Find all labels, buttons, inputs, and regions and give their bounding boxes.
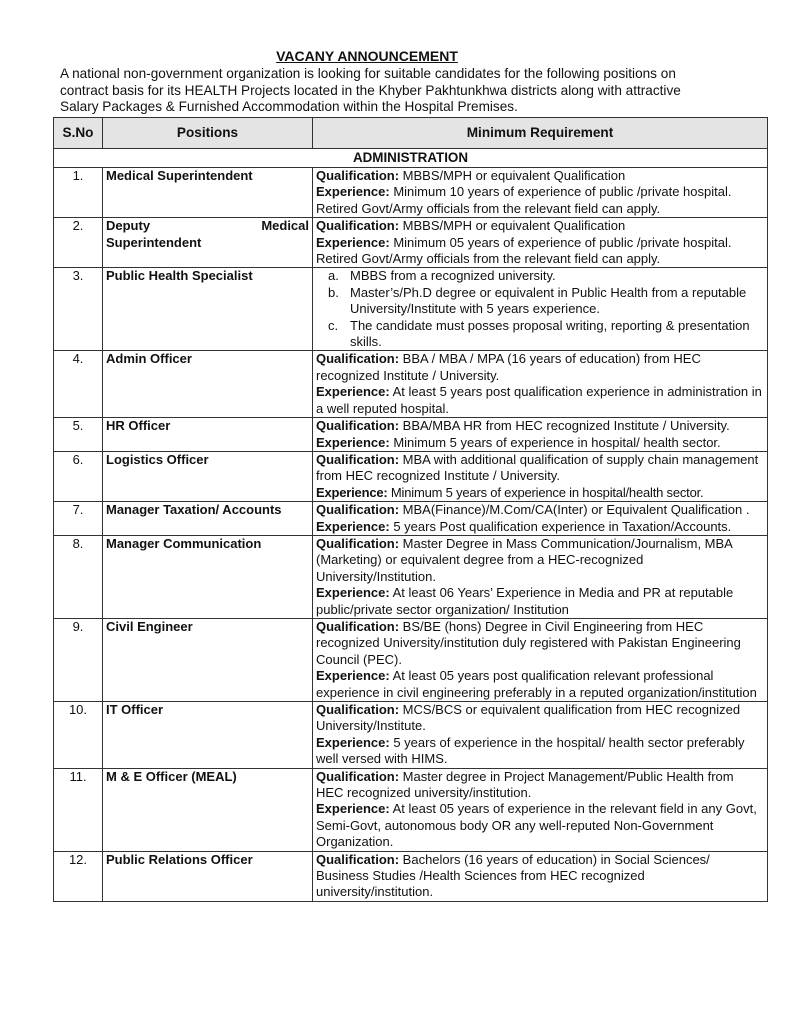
qualification-label: Qualification: <box>316 218 400 234</box>
row-sno: 4. <box>54 351 103 418</box>
qualification-text: Master Degree in Mass Communication/Journalism, MBA (Marketing) or equivalent degree from a HEC-recognized University/Institution. <box>316 535 733 584</box>
row-requirement <box>313 618 768 701</box>
list-marker: a. <box>328 268 339 284</box>
experience-text: At least 5 years post qualification experience in administration in a well reputed hospital. <box>316 384 762 416</box>
experience-line <box>316 735 764 768</box>
position-word: Deputy <box>106 218 151 234</box>
intro-paragraph <box>60 66 740 116</box>
qualification-label: Qualification: <box>316 502 400 518</box>
row-position: Manager Communication <box>103 535 313 618</box>
experience-label: Experience: <box>316 518 390 534</box>
experience-label: Experience: <box>316 585 390 601</box>
header-positions: Positions <box>103 118 313 149</box>
qualification-text: MBBS/MPH or equivalent Qualification <box>399 168 626 183</box>
table-row <box>54 218 768 268</box>
row-position: M & E Officer (MEAL) <box>103 768 313 851</box>
qualification-line <box>316 168 764 184</box>
qualification-line <box>316 852 764 901</box>
experience-text: 5 years of experience in the hospital/ health sector preferably well versed with HIMS. <box>316 734 745 767</box>
qualification-label: Qualification: <box>316 451 400 467</box>
experience-line <box>316 435 764 451</box>
list-item <box>316 268 764 284</box>
vacancy-table <box>53 117 768 902</box>
row-sno: 2. <box>54 218 103 268</box>
table-row <box>54 535 768 618</box>
row-sno: 9. <box>54 618 103 701</box>
table-row <box>54 618 768 701</box>
row-position: Manager Taxation/ Accounts <box>103 502 313 536</box>
row-requirement <box>313 418 768 452</box>
qualification-text: MBA(Finance)/M.Com/CA(Inter) or Equivalent Qualification . <box>399 502 750 518</box>
qualification-text: BBA / MBA / MPA (16 years of education) from HEC recognized Institute / University. <box>316 351 701 383</box>
section-title: ADMINISTRATION <box>54 149 768 168</box>
experience-line <box>316 585 764 618</box>
row-sno: 1. <box>54 168 103 218</box>
qualification-line <box>316 769 764 802</box>
qualification-text: BBA/MBA HR from HEC recognized Institute / University. <box>399 418 730 434</box>
position-line <box>106 218 309 234</box>
list-text: The candidate must posses proposal writing, reporting & presentation skills. <box>350 317 750 350</box>
qualification-label: Qualification: <box>316 168 400 183</box>
experience-text: At least 06 Years’ Experience in Media and PR at reputable public/private sector organization/ Institution <box>316 585 734 617</box>
row-sno: 6. <box>54 451 103 501</box>
row-position: HR Officer <box>103 418 313 452</box>
row-requirement <box>313 702 768 769</box>
row-position: Medical Superintendent <box>103 168 313 218</box>
qualification-text: MBA with additional qualification of supply chain management from HEC recognized Institute / University. <box>316 451 759 484</box>
row-position: Logistics Officer <box>103 451 313 501</box>
qualification-text: Bachelors (16 years of education) in Social Sciences/ Business Studies /Health Sciences from HEC recognized university/institution. <box>316 851 710 900</box>
qualification-line <box>316 536 764 585</box>
section-row <box>54 149 768 168</box>
qualification-label: Qualification: <box>316 535 400 551</box>
table-row <box>54 451 768 501</box>
qualification-label: Qualification: <box>316 768 400 784</box>
row-sno: 11. <box>54 768 103 851</box>
experience-label: Experience: <box>316 734 390 750</box>
table-row <box>54 168 768 218</box>
row-position: Civil Engineer <box>103 618 313 701</box>
row-requirement <box>313 768 768 851</box>
experience-line <box>316 801 764 850</box>
qualification-line <box>316 418 764 434</box>
qualification-line <box>316 218 764 234</box>
table-row <box>54 418 768 452</box>
row-position: Public Health Specialist <box>103 268 313 351</box>
qualification-label: Qualification: <box>316 851 400 867</box>
row-requirement <box>313 268 768 351</box>
experience-line <box>316 184 764 200</box>
intro-line: A national non-government organization is looking for suitable candidates for the following positions on <box>60 66 676 81</box>
qualification-line <box>316 351 764 384</box>
row-sno: 7. <box>54 502 103 536</box>
header-requirement: Minimum Requirement <box>313 118 768 149</box>
experience-label: Experience: <box>316 434 390 450</box>
row-requirement <box>313 168 768 218</box>
table-row <box>54 351 768 418</box>
qualification-text: Master degree in Project Management/Public Health from HEC recognized university/institution. <box>316 768 734 801</box>
row-position: Public Relations Officer <box>103 851 313 901</box>
experience-label: Experience: <box>316 668 390 684</box>
qualification-line <box>316 502 764 518</box>
experience-label: Experience: <box>316 801 390 817</box>
row-position <box>103 218 313 268</box>
row-sno: 10. <box>54 702 103 769</box>
experience-label: Experience: <box>316 234 390 250</box>
experience-label: Experience: <box>316 184 390 200</box>
row-sno: 12. <box>54 851 103 901</box>
qualification-label: Qualification: <box>316 351 400 367</box>
position-word: Medical <box>261 218 309 234</box>
list-marker: c. <box>328 317 339 333</box>
experience-line <box>316 519 764 535</box>
list-text: MBBS from a recognized university. <box>350 268 556 284</box>
position-line: Superintendent <box>106 234 202 250</box>
row-position: IT Officer <box>103 702 313 769</box>
row-requirement <box>313 351 768 418</box>
qualification-label: Qualification: <box>316 702 400 717</box>
table-row <box>54 702 768 769</box>
experience-line <box>316 668 764 701</box>
list-text: Master’s/Ph.D degree or equivalent in Public Health from a reputable University/Institute with 5 years experience. <box>350 284 747 317</box>
experience-text: At least 05 years of experience in the relevant field in any Govt, Semi-Govt, autonomous body OR any well-reputed Non-Government Organization. <box>316 801 757 850</box>
row-requirement <box>313 451 768 501</box>
experience-label: Experience: <box>316 384 390 400</box>
note-text: Retired Govt/Army officials from the relevant field can apply. <box>316 200 661 216</box>
experience-text: Minimum 5 years of experience in hospital/ health sector. <box>389 434 721 450</box>
row-sno: 8. <box>54 535 103 618</box>
qualification-text: BS/BE (hons) Degree in Civil Engineering from HEC recognized University/institution duly registered with Pakistan Engineering Council (PEC). <box>316 618 741 667</box>
table-row <box>54 502 768 536</box>
experience-line <box>316 235 764 251</box>
qualification-line <box>316 702 764 735</box>
experience-line <box>316 384 764 417</box>
experience-line <box>316 485 764 501</box>
experience-label: Experience: <box>316 484 388 500</box>
list-marker: b. <box>328 284 339 300</box>
intro-line: Salary Packages & Furnished Accommodation within the Hospital Premises. <box>60 99 518 114</box>
list-item <box>316 318 764 351</box>
qualification-label: Qualification: <box>316 618 400 634</box>
experience-text: At least 05 years post qualification relevant professional experience in civil engineering preferably in a reputed organization/institution <box>316 668 757 700</box>
header-sno: S.No <box>54 118 103 149</box>
row-requirement <box>313 851 768 901</box>
experience-text: Minimum 10 years of experience of public /private hospital. <box>389 184 732 200</box>
table-row <box>54 268 768 351</box>
list-item <box>316 285 764 318</box>
qualification-text: MBBS/MPH or equivalent Qualification <box>399 218 626 234</box>
requirement-list <box>316 268 764 350</box>
qualification-text: MCS/BCS or equivalent qualification from HEC recognized University/Institute. <box>316 702 741 734</box>
table-header-row <box>54 118 768 149</box>
qualification-line <box>316 452 764 485</box>
table-row <box>54 851 768 901</box>
experience-text: Minimum 05 years of experience of public /private hospital. <box>389 234 732 250</box>
qualification-label: Qualification: <box>316 418 400 434</box>
experience-text: Minimum 5 years of experience in hospital/health sector. <box>387 484 704 500</box>
row-requirement <box>313 218 768 268</box>
row-requirement <box>313 502 768 536</box>
table-row <box>54 768 768 851</box>
row-sno: 3. <box>54 268 103 351</box>
qualification-line <box>316 619 764 668</box>
announcement-title: VACANY ANNOUNCEMENT <box>276 48 458 64</box>
intro-line: contract basis for its HEALTH Projects located in the Khyber Pakhtunkhwa districts along with attractive <box>60 82 681 98</box>
row-requirement <box>313 535 768 618</box>
experience-text: 5 years Post qualification experience in Taxation/Accounts. <box>389 518 732 534</box>
row-position: Admin Officer <box>103 351 313 418</box>
row-sno: 5. <box>54 418 103 452</box>
note-text: Retired Govt/Army officials from the relevant field can apply. <box>316 251 661 267</box>
